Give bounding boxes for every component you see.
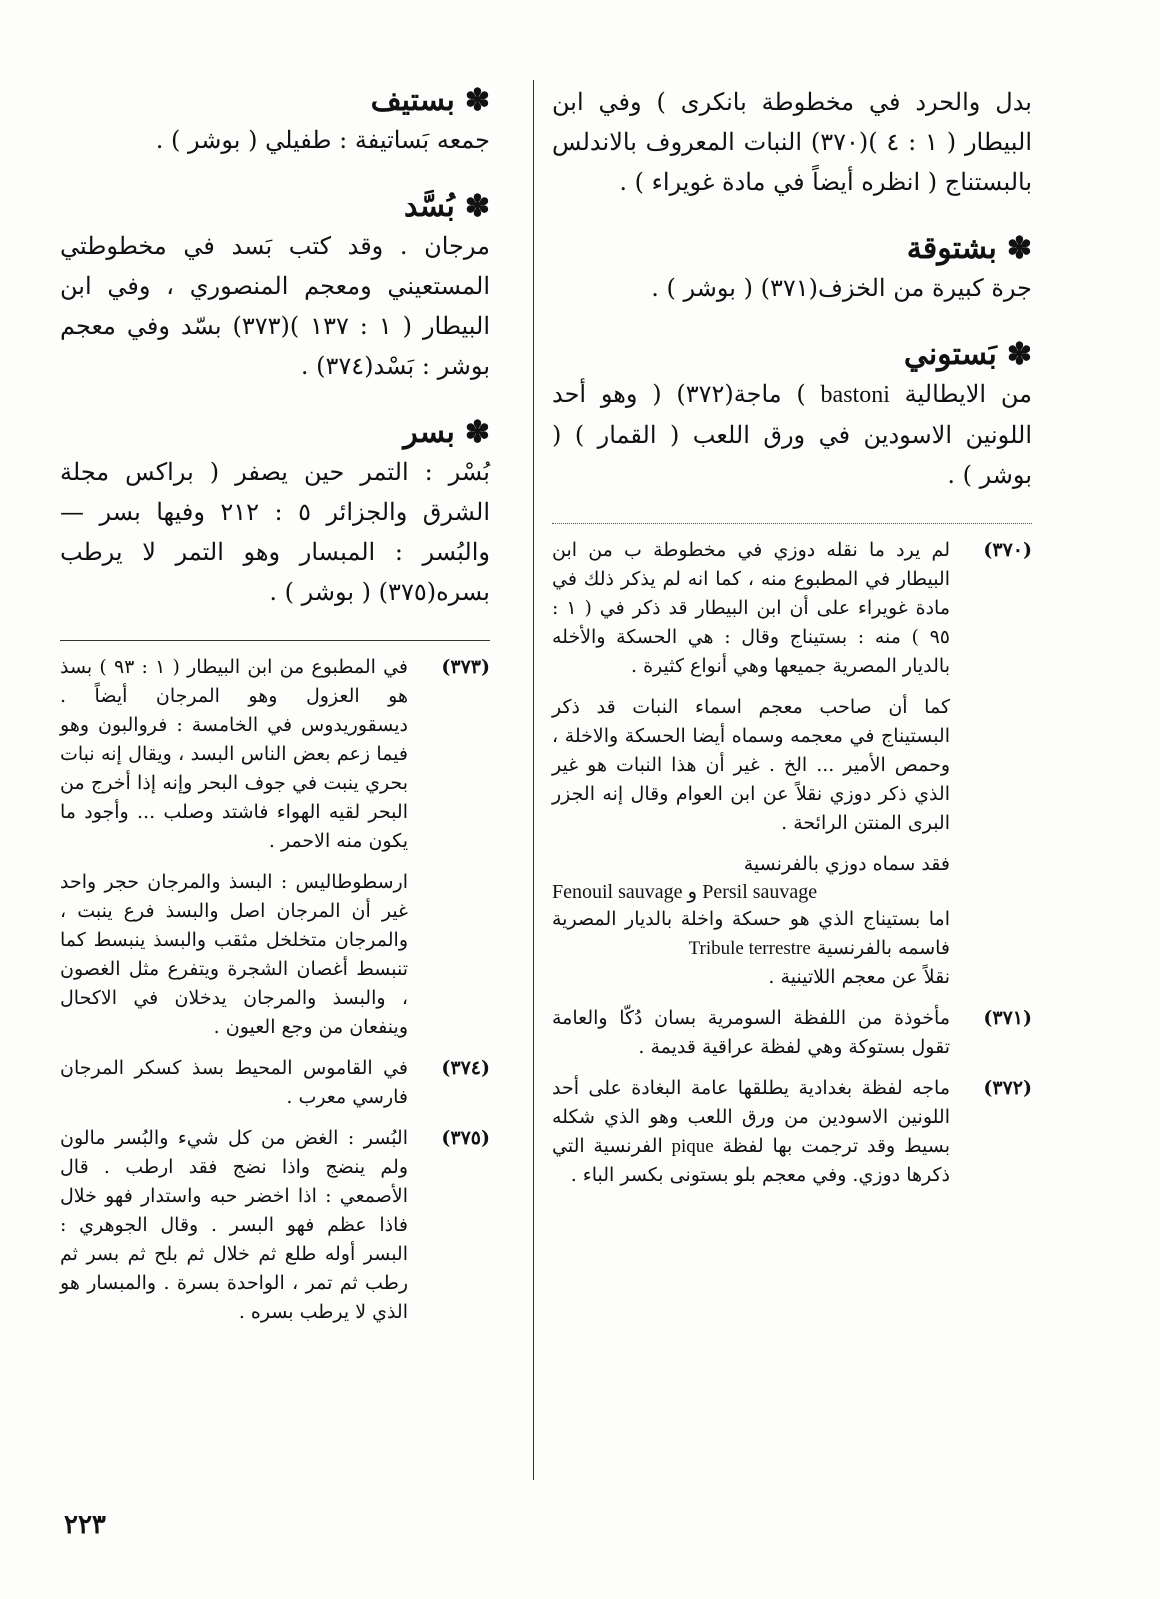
entry-text: جرة كبيرة من الخزف(٣٧١) ( بوشر ) . xyxy=(651,274,1032,302)
footnote-370-cont2 xyxy=(552,850,1032,992)
footnote-divider xyxy=(60,640,490,641)
entry-bussad xyxy=(60,188,490,386)
footnote-text: في المطبوع من ابن البيطار ( ١ : ٩٣ ) بسذ هو العزول وهو المرجان أيضاً . ديسقوريدوس في الخامسة : فروالبون وهو فيما زعم بعض الناس البسد ، ويقال إنه نبات بحري ينبت في جوف البحر وإنه إذا أخرج من البحر لقيه الهواء فاشتد وصلب ... وأجود ما يكون منه الاحمر . xyxy=(60,656,408,852)
latin-term: Fenouil sauvage و Persil sauvage xyxy=(552,881,818,903)
asterisk-icon: ✽ xyxy=(464,415,490,450)
entry-text: جمعه بَساتيفة : طفيلي ( بوشر ) . xyxy=(155,126,490,154)
page-number: ٢٢٣ xyxy=(64,1510,106,1540)
footnote-number: (٣٧٢) xyxy=(983,1077,1032,1099)
footnote-text-b: اما بستيناج الذي هو حسكة واخلة بالديار المصرية فاسمه بالفرنسية xyxy=(552,908,950,959)
footnote-text-a: ماجه لفظة بغدادية يطلقها عامة البغادة على أحد اللونين الاسودين من ورق اللعب وهو الذي شكله بسيط وقد ترجمت بها لفظة xyxy=(552,1077,951,1157)
footnote-373 xyxy=(60,653,490,856)
entry-text-b: ) ماجة(٣٧٢) ( وهو أحد اللونين الاسودين في ورق اللعب ( القمار ) ( بوشر ) . xyxy=(552,380,1032,489)
entry-bashtuqa xyxy=(552,230,1032,308)
headword-text: بستيف xyxy=(370,83,455,118)
footnote-372 xyxy=(552,1074,1032,1190)
right-column xyxy=(552,82,1032,1202)
headword xyxy=(60,414,490,452)
asterisk-icon: ✽ xyxy=(1006,337,1032,372)
footnote-text xyxy=(552,905,950,963)
footnote-text: فقد سماه دوزي بالفرنسية xyxy=(743,853,950,875)
headword xyxy=(552,336,1032,374)
footnote-text: البُسر : الغض من كل شيء والبُسر مالون ولم ينضج واذا نضج فقد ارطب . قال الأصمعي : اذا اخضر حبه واستدار فهو خلال فاذا عظم فهو البسر . وقال الجوهري : البسر أوله طلع ثم خلال ثم بلح ثم بسر ثم رطب ثم تمر ، الواحدة بسرة . والمبسار هو الذي لا يرطب بسره . xyxy=(60,1127,408,1323)
footnote-number: (٣٧٥) xyxy=(441,1127,490,1149)
entry-text: مرجان . وقد كتب بَسد في مخطوطتي المستعيني ومعجم المنصوري ، وفي ابن البيطار ( ١ : ١٣٧ )(٣٧٣) بسّد وفي معجم بوشر : بَسْد(٣٧٤) . xyxy=(60,232,490,380)
footnote-number: (٣٧٤) xyxy=(441,1057,490,1079)
left-column xyxy=(60,82,490,1339)
column-divider xyxy=(533,80,534,1480)
footnote-373-cont: ارسطوطاليس : البسذ والمرجان حجر واحد غير أن المرجان اصل والبسذ فرع ينبت ، والمرجان متخلخل مثقب والبسذ ينبسط كما تنبسط أغصان الشجرة ويتفرع مثل الغصون ، والبسذ والمرجان يدخلان في الاكحال وينفعان من وجع العيون . xyxy=(60,871,408,1038)
footnote-number: (٣٧٣) xyxy=(441,656,490,678)
latin-term: Tribule terrestre xyxy=(688,938,811,959)
footnote-370-cont: كما أن صاحب معجم اسماء النبات قد ذكر البستيناج في معجمه وسماه أيضا الحسكة والاخلة ، وحمص الأمير ... الخ . غير أن هذا النبات هو غير الذي ذكر دوزي نقلاً عن ابن العوام وقال إنه الجزر البرى المنتن الرائحة . xyxy=(552,696,950,834)
headword xyxy=(60,188,490,226)
headword-text: بشتوقة xyxy=(906,231,997,266)
footnote-text: مأخوذة من اللفظة السومرية بسان دُكّا والعامة تقول بستوكة وهي لفظة عراقية قديمة . xyxy=(552,1007,950,1058)
footnote-text-c: نقلاً عن معجم اللاتينية . xyxy=(768,966,950,988)
footnote-374 xyxy=(60,1054,490,1112)
footnote-number: (٣٧١) xyxy=(983,1007,1032,1029)
entry-text xyxy=(552,374,1032,495)
footnote-text: في القاموس المحيط بسذ كسكر المرجان فارسي معرب . xyxy=(60,1057,408,1108)
entry-busr xyxy=(60,414,490,612)
footnote-370 xyxy=(552,536,1032,681)
entry-continuation xyxy=(552,82,1032,202)
footnote-text: لم يرد ما نقله دوزي في مخطوطة ب من ابن البيطار في المطبوع منه ، كما انه لم يذكر ذلك في مادة غويراء على أن ابن البيطار قد ذكر في ( ١ : ٩٥ ) منه : بستيناج وقال : هي الحسكة والأخله بالديار المصرية جميعها وهي أنواع كثيرة . xyxy=(552,539,950,677)
headword-text: بَستوني xyxy=(903,337,997,372)
entry-bastif xyxy=(60,82,490,160)
footnote-text-b: الفرنسية التي ذكرها دوزي. وفي معجم بلو بستونى بكسر الباء . xyxy=(552,1135,950,1186)
asterisk-icon: ✽ xyxy=(1006,231,1032,266)
footnote-371 xyxy=(552,1004,1032,1062)
entry-text: بُسْر : التمر حين يصفر ( براكس مجلة الشرق والجزائر ٥ : ٢١٢ وفيها بسر — والبُسر : المبسار وهو التمر لا يرطب بسره(٣٧٥) ( بوشر ) . xyxy=(60,458,491,606)
headword xyxy=(552,230,1032,268)
headword-text: بسر xyxy=(403,415,455,450)
footnote-number: (٣٧٠) xyxy=(983,539,1032,561)
latin-term: bastoni xyxy=(820,382,890,408)
footnote-divider xyxy=(552,523,1032,524)
footnote-text xyxy=(552,1074,950,1190)
footnote-375 xyxy=(60,1124,490,1327)
latin-term: pique xyxy=(671,1136,714,1157)
headword xyxy=(60,82,490,120)
asterisk-icon: ✽ xyxy=(464,83,490,118)
entry-bastuni xyxy=(552,336,1032,495)
entry-text: بدل والحرد في مخطوطة بانكرى ) وفي ابن البيطار ( ١ : ٤ )(٣٧٠) النبات المعروف بالاندلس بالبستناج ( انظره أيضاً في مادة غويراء ) . xyxy=(552,88,1032,196)
asterisk-icon: ✽ xyxy=(464,189,490,224)
headword-text: بُسَّد xyxy=(404,189,455,224)
entry-text-a: من الايطالية xyxy=(904,380,1032,408)
